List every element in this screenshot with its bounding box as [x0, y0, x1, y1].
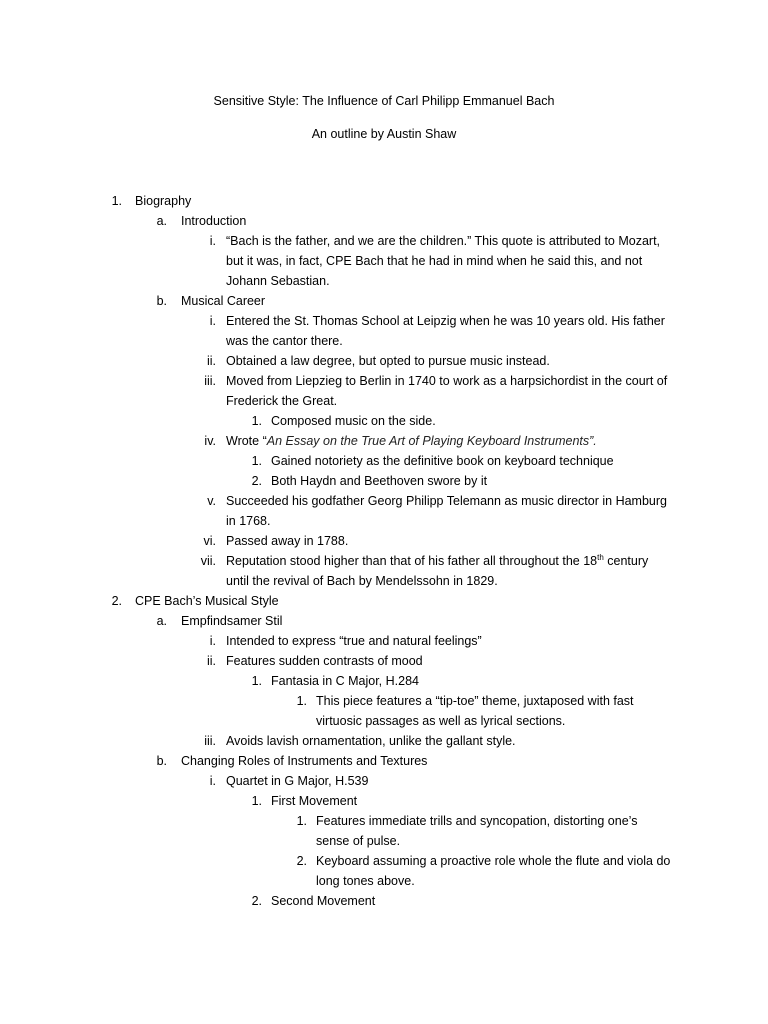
item-continuation	[0, 511, 768, 531]
item-text	[226, 431, 597, 451]
list-marker: v.	[207, 494, 216, 508]
list-marker: 2.	[251, 894, 262, 908]
list-marker: vi.	[203, 534, 216, 548]
list-marker: 2.	[111, 594, 122, 608]
list-marker: 1.	[251, 414, 262, 428]
item-text: Intended to express “true and natural feelings”	[226, 634, 482, 648]
list-marker: 1.	[251, 674, 262, 688]
subsection-heading: Musical Career	[181, 294, 266, 308]
list-marker: iii.	[204, 734, 216, 748]
outline-item-level3	[0, 771, 768, 791]
section-heading: Biography	[135, 194, 192, 208]
list-marker: i.	[209, 234, 216, 248]
item-continuation	[0, 271, 768, 291]
outline-item-level1	[0, 591, 768, 611]
ordinal-superscript: th	[597, 553, 604, 562]
subsection-heading: Empfindsamer Stil	[181, 614, 283, 628]
item-text: This piece features a “tip-toe” theme, juxtaposed with fast	[316, 694, 634, 708]
item-text-part: century	[603, 554, 649, 568]
item-text	[226, 551, 648, 571]
outline-item-level4	[0, 671, 768, 691]
subsection-heading: Introduction	[181, 214, 247, 228]
item-text: Succeeded his godfather Georg Philipp Telemann as music director in Hamburg	[226, 494, 667, 508]
item-text: Fantasia in C Major, H.284	[271, 674, 419, 688]
item-text: Frederick the Great.	[226, 394, 338, 408]
outline-item-level3	[0, 371, 768, 391]
list-marker: i.	[209, 314, 216, 328]
document-title: Sensitive Style: The Influence of Carl Philipp Emmanuel Bach	[213, 94, 555, 108]
outline-item-level3	[0, 731, 768, 751]
outline-item-level5	[0, 811, 768, 831]
item-continuation	[0, 251, 768, 271]
list-marker: a.	[156, 214, 167, 228]
list-marker: 1.	[111, 194, 122, 208]
list-marker: 2.	[296, 854, 307, 868]
list-marker: a.	[156, 614, 167, 628]
item-text: Features sudden contrasts of mood	[226, 654, 423, 668]
outline-item-level2	[0, 751, 768, 771]
item-text: Passed away in 1788.	[226, 534, 349, 548]
item-text: Gained notoriety as the definitive book on keyboard technique	[271, 454, 614, 468]
outline-item-level3	[0, 311, 768, 331]
list-marker: iv.	[204, 434, 216, 448]
item-text: was the cantor there.	[226, 334, 343, 348]
item-text: until the revival of Bach by Mendelssohn in 1829.	[226, 574, 498, 588]
item-text: Features immediate trills and syncopation, distorting one’s	[316, 814, 638, 828]
item-text: Second Movement	[271, 894, 376, 908]
list-marker: iii.	[204, 374, 216, 388]
item-text: in 1768.	[226, 514, 271, 528]
outline-item-level3	[0, 531, 768, 551]
item-text: but it was, in fact, CPE Bach that he had in mind when he said this, and not	[226, 254, 643, 268]
item-text: Quartet in G Major, H.539	[226, 774, 369, 788]
list-marker: 1.	[296, 694, 307, 708]
list-marker: i.	[209, 774, 216, 788]
item-continuation	[0, 571, 768, 591]
item-text: sense of pulse.	[316, 834, 401, 848]
item-continuation	[0, 871, 768, 891]
outline-item-level4	[0, 411, 768, 431]
outline-item-level1	[0, 191, 768, 211]
subsection-heading: Changing Roles of Instruments and Textures	[181, 754, 428, 768]
outline-item-level3	[0, 551, 768, 571]
item-text: Keyboard assuming a proactive role whole the flute and viola do	[316, 854, 671, 868]
outline-item-level3	[0, 351, 768, 371]
item-text: long tones above.	[316, 874, 415, 888]
outline-item-level3	[0, 431, 768, 451]
item-text-prefix: Wrote “	[226, 434, 267, 448]
outline	[0, 191, 768, 911]
outline-item-level5	[0, 851, 768, 871]
list-marker: 1.	[296, 814, 307, 828]
outline-item-level3	[0, 491, 768, 511]
item-text-part: Reputation stood higher than that of his father all throughout the 18	[226, 554, 598, 568]
list-marker: vii.	[200, 554, 216, 568]
list-marker: ii.	[206, 654, 216, 668]
document-subtitle: An outline by Austin Shaw	[311, 127, 457, 141]
outline-item-level3	[0, 231, 768, 251]
list-marker: b.	[156, 754, 167, 768]
outline-item-level3	[0, 631, 768, 651]
list-marker: 2.	[251, 474, 262, 488]
list-marker: ii.	[206, 354, 216, 368]
outline-item-level4	[0, 471, 768, 491]
item-text: virtuosic passages as well as lyrical sections.	[316, 714, 566, 728]
item-continuation	[0, 831, 768, 851]
item-text: Entered the St. Thomas School at Leipzig when he was 10 years old. His father	[226, 314, 665, 328]
outline-item-level2	[0, 611, 768, 631]
item-continuation	[0, 391, 768, 411]
item-text: Both Haydn and Beethoven swore by it	[271, 474, 488, 488]
outline-item-level3	[0, 651, 768, 671]
outline-item-level2	[0, 291, 768, 311]
item-text: Obtained a law degree, but opted to pursue music instead.	[226, 354, 550, 368]
outline-item-level4	[0, 791, 768, 811]
outline-item-level2	[0, 211, 768, 231]
work-title: An Essay on the True Art of Playing Keyboard Instruments”.	[266, 434, 597, 448]
item-continuation	[0, 711, 768, 731]
item-text: Johann Sebastian.	[226, 274, 330, 288]
item-continuation	[0, 331, 768, 351]
item-text: First Movement	[271, 794, 358, 808]
list-marker: b.	[156, 294, 167, 308]
section-heading: CPE Bach’s Musical Style	[135, 594, 279, 608]
item-text: Composed music on the side.	[271, 414, 436, 428]
outline-item-level4	[0, 451, 768, 471]
outline-item-level4	[0, 891, 768, 911]
list-marker: 1.	[251, 454, 262, 468]
list-marker: i.	[209, 634, 216, 648]
item-text: “Bach is the father, and we are the children.” This quote is attributed to Mozart,	[226, 234, 661, 248]
list-marker: 1.	[251, 794, 262, 808]
outline-item-level5	[0, 691, 768, 711]
item-text: Moved from Liepzieg to Berlin in 1740 to work as a harpsichordist in the court of	[226, 374, 668, 388]
item-text: Avoids lavish ornamentation, unlike the gallant style.	[226, 734, 516, 748]
